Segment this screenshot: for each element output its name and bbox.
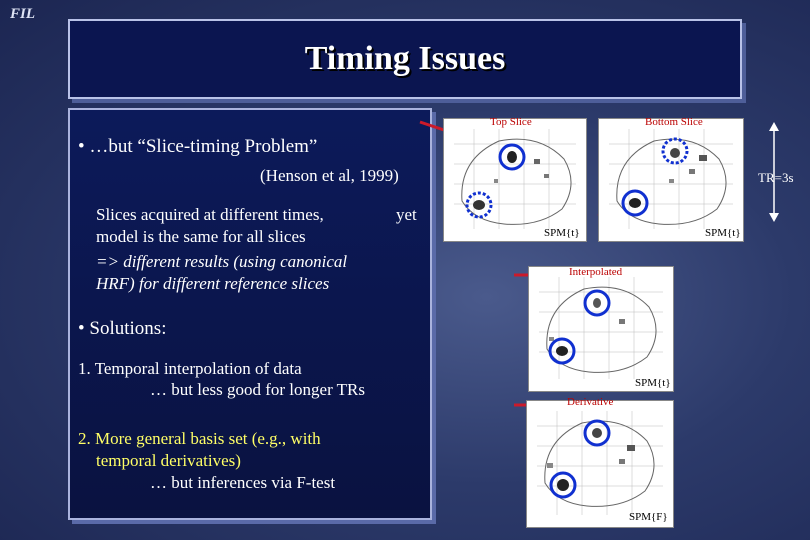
label-bottom-spm: SPM{t} — [705, 227, 741, 239]
italic-line1: => different results (using canonical — [96, 252, 348, 271]
brain-bottom-slice-image — [599, 119, 743, 241]
slices-text — [96, 204, 426, 248]
sol2-line1: 2. More general basis set (e.g., with — [78, 429, 321, 448]
sol2-line2: temporal derivatives) — [96, 451, 241, 470]
bullet-slice-timing: • …but “Slice-timing Problem” — [78, 136, 318, 157]
reference-citation: (Henson et al, 1999) — [260, 166, 399, 185]
brain-interpolated-image — [529, 267, 673, 391]
label-top-spm: SPM{t} — [544, 227, 580, 239]
label-interpolated: Interpolated — [569, 266, 623, 278]
brain-top-slice-image — [444, 119, 586, 241]
slices-yet: yet — [396, 205, 417, 224]
different-results-text — [96, 251, 426, 295]
italic-line2: HRF) for different reference slices — [96, 274, 330, 293]
bullet-solutions: • Solutions: — [78, 318, 167, 339]
slices-line1: Slices acquired at different times, — [96, 205, 324, 224]
label-derivative: Derivative — [567, 396, 614, 408]
brain-derivative-image — [527, 401, 673, 527]
slide-title: Timing Issues — [304, 40, 506, 77]
content-box — [68, 108, 432, 520]
brain-top-slice — [443, 118, 587, 242]
label-top-slice: Top Slice — [490, 116, 532, 128]
sol1-line2: … but less good for longer TRs — [150, 380, 366, 399]
tr-label: TR=3s — [758, 170, 794, 185]
sol2-line3: … but inferences via F-test — [150, 473, 336, 492]
fil-logo: FIL — [10, 6, 36, 22]
sol1-line1: 1. Temporal interpolation of data — [78, 359, 302, 378]
brain-derivative — [526, 396, 674, 528]
label-derivative-spm: SPM{F} — [629, 511, 668, 523]
label-bottom-slice: Bottom Slice — [645, 116, 703, 128]
title-box — [68, 19, 742, 99]
solution-2 — [78, 428, 335, 494]
brain-bottom-slice — [598, 118, 744, 242]
label-interpolated-spm: SPM{t} — [635, 377, 671, 389]
brain-interpolated — [528, 266, 674, 392]
slices-line2: model is the same for all slices — [96, 227, 306, 246]
solution-1 — [78, 358, 365, 400]
